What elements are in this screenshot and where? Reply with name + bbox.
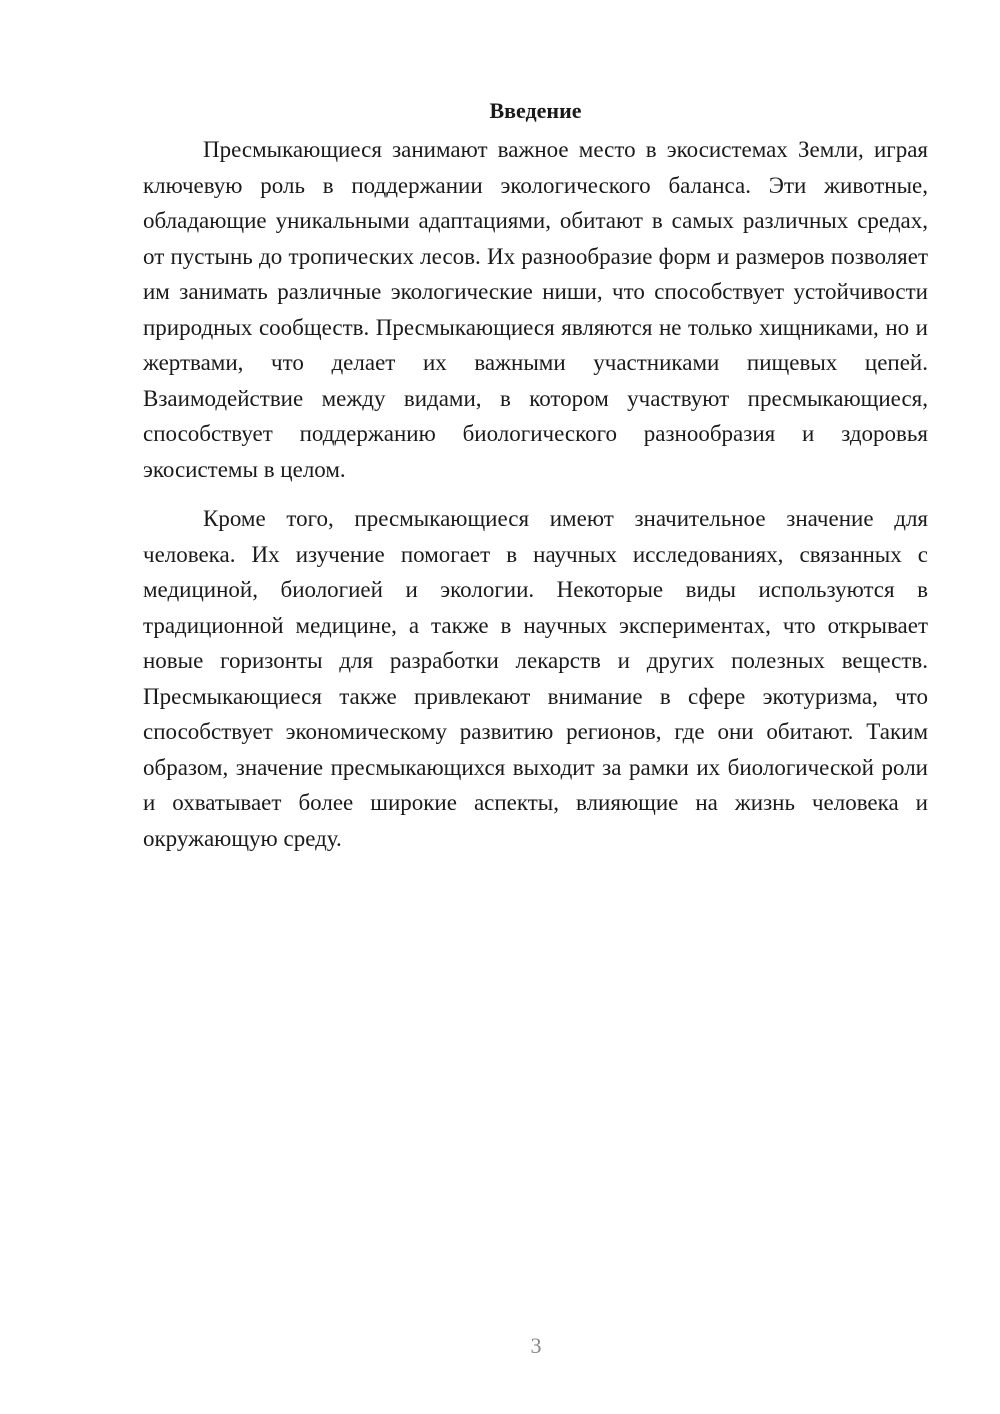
page-title: Введение <box>489 98 582 123</box>
paragraph-1: Пресмыкающиеся занимают важное место в экосистемах Земли, играя ключевую роль в поддержании экологического баланса. Эти животные, обладающие уникальными адаптациями, обитают в самых различных средах, от пустынь до тропических лесов. Их разнообразие форм и размеров позволяет им занимать различные экологические ниши, что способствует устойчивости природных сообществ. Пресмыкающиеся являются не только хищниками, но и жертвами, что делает их важными участниками пищевых цепей. Взаимодействие между видами, в котором участвуют пресмыкающиеся, способствует поддержанию биологического разнообразия и здоровья экосистемы в целом. <box>143 137 928 482</box>
page-number: 3 <box>530 1333 542 1358</box>
page-content <box>143 92 928 856</box>
paragraph-2: Кроме того, пресмыкающиеся имеют значительное значение для человека. Их изучение помогает в научных исследованиях, связанных с медициной, биологией и экологии. Некоторые виды используются в традиционной медицине, а также в научных экспериментах, что открывает новые горизонты для разработки лекарств и других полезных веществ. Пресмыкающиеся также привлекают внимание в сфере экотуризма, что способствует экономическому развитию регионов, где они обитают. Таким образом, значение пресмыкающихся выходит за рамки их биологической роли и охватывает более широкие аспекты, влияющие на жизнь человека и окружающую среду. <box>143 506 928 851</box>
